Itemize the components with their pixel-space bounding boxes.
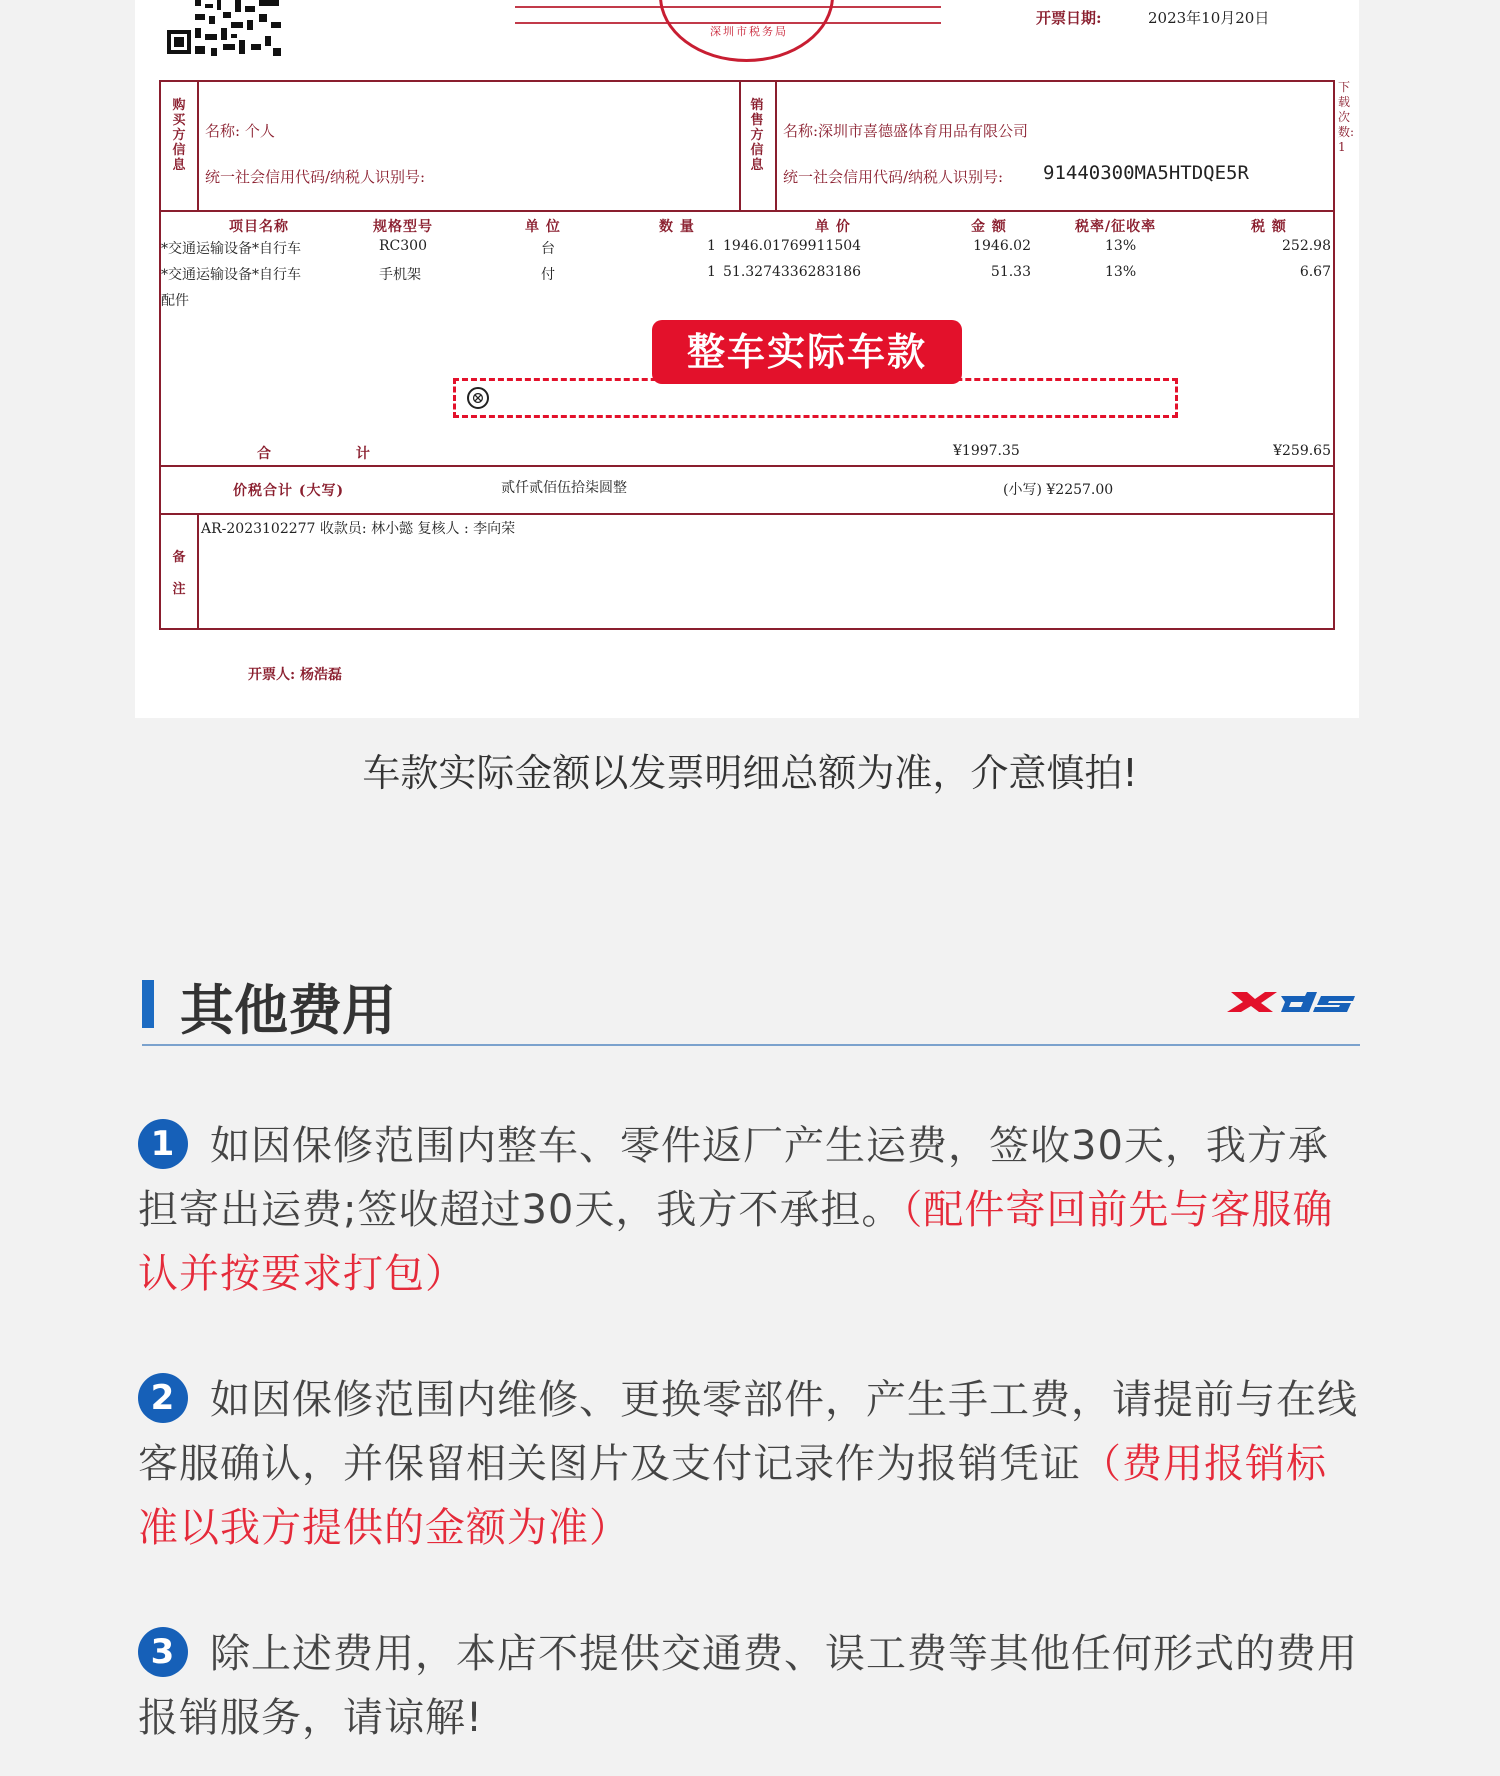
seller-tax-id: 91440300MA5HTDQE5R <box>1043 162 1249 184</box>
xds-logo-icon <box>1225 986 1358 1016</box>
header-rate: 税率/征收率 <box>1075 219 1157 235</box>
download-count: 下载次数: 1 <box>1338 80 1355 154</box>
section-accent-bar <box>142 980 154 1028</box>
row2-qty: 1 <box>707 264 716 280</box>
header-unit: 单 位 <box>525 219 561 235</box>
fee-item-note: （费用报销标准以我方提供的金额为准） <box>138 1441 1327 1551</box>
header-tax: 税 额 <box>1251 219 1287 235</box>
sum-label: 价税合计 (大写) <box>233 483 345 499</box>
row2-item-cont: 配件 <box>161 293 189 309</box>
fee-item-3 <box>138 1622 1362 1750</box>
buyer-name: 名称: 个人 <box>205 122 275 140</box>
header-item: 项目名称 <box>229 219 289 235</box>
fee-item-1 <box>138 1114 1362 1306</box>
seller-tax-label: 统一社会信用代码/纳税人识别号: <box>783 168 1004 186</box>
row1-qty: 1 <box>707 238 716 254</box>
row1-item: *交通运输设备*自行车 <box>161 241 301 257</box>
row2-unit: 付 <box>541 267 555 283</box>
tax-seal <box>659 0 834 62</box>
remark-label: 备注 <box>172 550 186 597</box>
total-tax: ¥259.65 <box>1273 443 1331 459</box>
row1-unit: 台 <box>541 241 555 257</box>
invoice-image <box>135 0 1359 718</box>
header-amount: 金 额 <box>971 219 1007 235</box>
date-label: 开票日期: <box>1036 9 1102 27</box>
invoice-caption: 车款实际金额以发票明细总额为准，介意慎拍! <box>362 751 1138 795</box>
remark-text: AR-2023102277 收款员: 林小懿 复核人 : 李向荣 <box>201 521 516 537</box>
sum-words: 贰仟贰佰伍拾柒圆整 <box>501 480 627 496</box>
row2-amount: 51.33 <box>990 264 1031 280</box>
highlight-dashed-box <box>453 378 1178 418</box>
row1-spec: RC300 <box>379 238 427 254</box>
number-badge: 3 <box>138 1627 188 1677</box>
row1-rate: 13% <box>1105 238 1137 254</box>
sum-small: (小写) ¥2257.00 <box>1003 482 1114 498</box>
fee-item-2 <box>138 1368 1362 1560</box>
seller-label: 销售方信息 <box>750 98 764 173</box>
buyer-tax-label: 统一社会信用代码/纳税人识别号: <box>205 168 426 186</box>
close-circle-icon: ⊗ <box>467 387 489 409</box>
highlight-label: 整车实际车款 <box>652 320 962 384</box>
fee-item-note: （配件寄回前先与客服确认并按要求打包） <box>138 1187 1334 1297</box>
date-value: 2023年10月20日 <box>1148 9 1270 27</box>
seal-text: 深圳市税务局 <box>710 25 788 38</box>
section-title: 其他费用 <box>180 979 396 1042</box>
row2-tax: 6.67 <box>1299 264 1331 280</box>
row2-item: *交通运输设备*自行车 <box>161 267 301 283</box>
section-divider <box>142 1044 1360 1046</box>
total-label: 合 计 <box>257 446 410 462</box>
seller-name: 名称:深圳市喜德盛体育用品有限公司 <box>783 122 1029 140</box>
row2-spec: 手机架 <box>379 267 421 283</box>
total-amount: ¥1997.35 <box>953 443 1020 459</box>
row2-rate: 13% <box>1105 264 1137 280</box>
issuer: 开票人: 杨浩磊 <box>248 667 343 683</box>
row1-amount: 1946.02 <box>973 238 1031 254</box>
row1-tax: 252.98 <box>1282 238 1331 254</box>
row1-price: 1946.01769911504 <box>723 238 862 254</box>
fee-item-text: 如因保修范围内整车、零件返厂产生运费，签收30天，我方承担寄出运费;签收超过30天，我方不承担。 <box>138 1123 1329 1233</box>
qr-code-icon <box>165 0 283 58</box>
buyer-label: 购买方信息 <box>172 98 186 173</box>
header-qty: 数 量 <box>659 219 695 235</box>
header-price: 单 价 <box>815 219 851 235</box>
number-badge: 2 <box>138 1373 188 1423</box>
header-spec: 规格型号 <box>373 219 433 235</box>
fee-item-text: 如因保修范围内维修、更换零部件，产生手工费，请提前与在线客服确认，并保留相关图片及支付记录作为报销凭证 <box>138 1377 1358 1487</box>
fee-item-text: 除上述费用，本店不提供交通费、误工费等其他任何形式的费用报销服务，请谅解! <box>138 1631 1358 1741</box>
number-badge: 1 <box>138 1119 188 1169</box>
row2-price: 51.3274336283186 <box>723 264 862 280</box>
